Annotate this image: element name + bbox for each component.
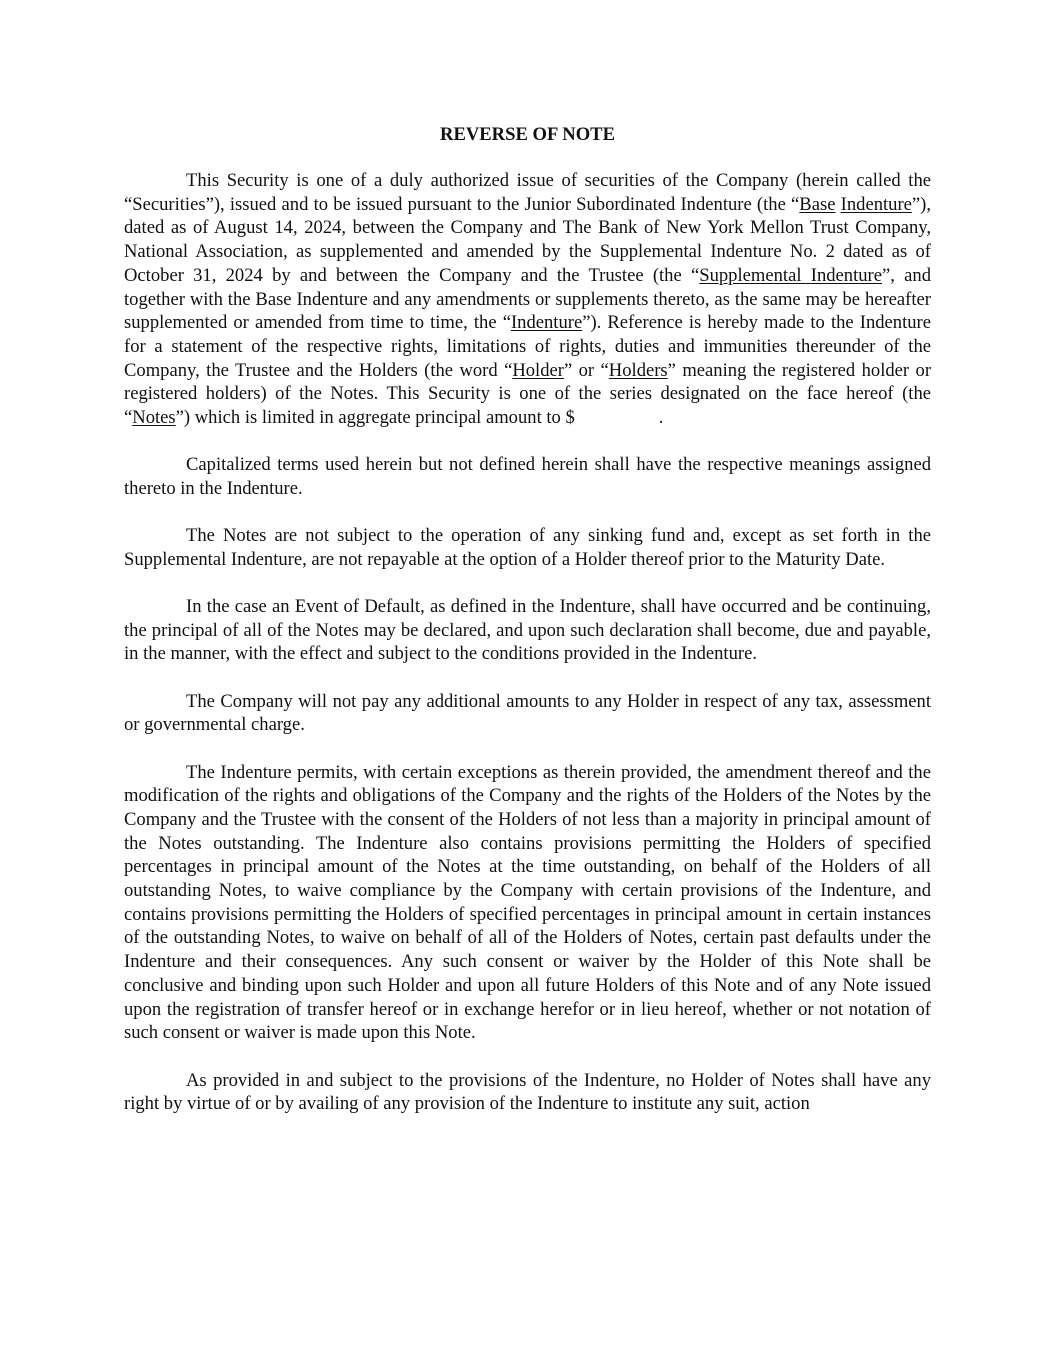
paragraph-capitalized-terms: Capitalized terms used herein but not defined herein shall have the respective meanings assigned thereto in the Indenture. [124, 454, 931, 499]
defined-term-supplemental-indenture: Supplemental Indenture [699, 264, 882, 286]
p1-text-4: ”). Reference is hereby made to the Indenture for a statement of the respective rights, limitations of rights, duties and immunities thereunder of the Company, the Trustee and the Holders (the word “ [124, 312, 932, 381]
document-title: REVERSE OF NOTE [440, 124, 615, 145]
defined-term-notes: Notes [132, 407, 176, 429]
defined-term-holder: Holder [512, 359, 564, 381]
document-page [124, 122, 931, 1116]
defined-term-base: Base [799, 193, 836, 215]
p1-text-7: ”) which is limited in aggregate principal amount to $ [175, 407, 575, 429]
paragraph-sinking-fund: The Notes are not subject to the operation of any sinking fund and, except as set forth in the Supplemental Indenture, are not repayable at the option of a Holder thereof prior to the Maturity Date. [124, 525, 931, 570]
paragraph-additional-amounts: The Company will not pay any additional amounts to any Holder in respect of any tax, assessment or governmental charge. [124, 690, 931, 736]
p1-text-5: ” or “ [563, 359, 609, 381]
p1-text-2: ”), dated as of August 14, 2024, between the Company and The Bank of New York Mellon Trust Company, National Association, as supplemented and amended by the Supplemental Indenture No. 2 dated as of October 31, 2024 by and between the Company and the Trustee (the “ [124, 193, 931, 286]
p1-text-6: ” meaning the registered holder or registered holders) of the Notes. This Security is one of the series designated on the face hereof (the “ [124, 359, 932, 429]
paragraph-holder-rights: As provided in and subject to the provisions of the Indenture, no Holder of Notes shall have any right by virtue of or by availing of any provision of the Indenture to institute any suit, action [124, 1069, 931, 1115]
defined-term-holders: Holders [608, 359, 668, 381]
p1-text-1: This Security is one of a duly authorized issue of securities of the Company (herein called the “Securities”), issued and to be issued pursuant to the Junior Subordinated Indenture (the “ [124, 170, 931, 215]
defined-term-base-indenture: Indenture [840, 193, 912, 215]
paragraph-amendment: The Indenture permits, with certain exceptions as therein provided, the amendment thereof and the modification of the rights and obligations of the Company and the rights of the Holders of the Notes by the Company and the Trustee with the consent of the Holders of not less than a majority in principal amount of the Notes outstanding. The Indenture also contains provisions permitting the Holders of specified percentages in principal amount of the Notes at the time outstanding, on behalf of the Holders of all outstanding Notes, to waive compliance by the Company with certain provisions of the Indenture, and contains provisions permitting the Holders of specified percentages in principal amount in certain instances of the outstanding Notes, to waive on behalf of all of the Holders of Notes, certain past defaults under the Indenture and their consequences. Any such consent or waiver by the Holder of this Note shall be conclusive and binding upon such Holder and upon all future Holders of this Note and of any Note issued upon the registration of transfer hereof or in exchange herefor or in lieu hereof, whether or not notation of such consent or waiver is made upon this Note. [124, 761, 931, 1044]
p1-text-3: ”, and together with the Base Indenture and any amendments or supplements thereto, as the same may be hereafter supplemented or amended from time to time, the “ [124, 264, 932, 334]
paragraph-securities [124, 169, 931, 430]
defined-term-indenture: Indenture [510, 312, 583, 334]
paragraph-event-of-default: In the case an Event of Default, as defined in the Indenture, shall have occurred and be continuing, the principal of all of the Notes may be declared, and upon such declaration shall become, due and payable, in the manner, with the effect and subject to the conditions provided in the Indenture. [124, 596, 931, 665]
p1-text-8: . [658, 407, 664, 429]
